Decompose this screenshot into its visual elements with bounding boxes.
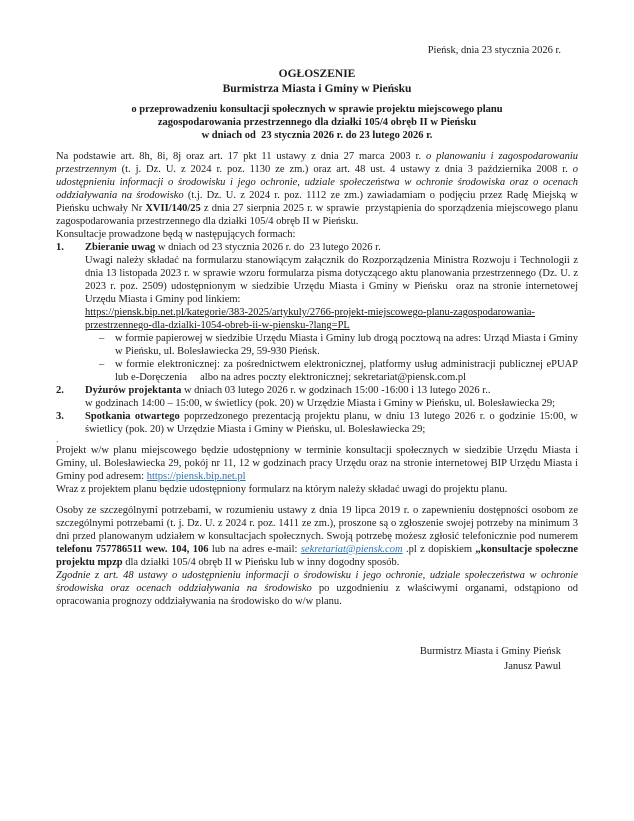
text-run: o udostępnieniu informacji o środowisku i jego ochronie, udziale społeczeństwa w ochronie środowiska oraz o ocenach oddziaływania na środowisko — [56, 164, 581, 201]
text-run: w formie papierowej w siedzibie Urzędu Miasta i Gminy lub drogą pocztową na adres: Urząd Miasta i Gminy w Pieńsku, ul. Bolesławiecka 29, 59-930 Pieńsk. — [115, 333, 581, 357]
item3-text — [85, 410, 581, 436]
text-run: z dnia 27 sierpnia 2025 r. w sprawie przystąpienia do sporządzenia miejscowego planu zagospodarowania przestrzennego dla działki 105/4 obręb II w Pieńsku. — [56, 203, 581, 227]
signature-name: Janusz Pawul — [504, 661, 561, 672]
text-run: o planowaniu i zagospodarowaniu przestrzennym — [56, 151, 581, 175]
subtitle-line-2: zagospodarowania przestrzennego dla działki 105/4 obręb II w Pieńsku — [157, 117, 477, 128]
paragraph-project-availability — [56, 444, 581, 483]
date-line: Pieńsk, dnia 23 stycznia 2026 r. — [427, 45, 561, 56]
text-run: lub na adres e-mail: — [208, 544, 301, 555]
text-run: w godzinach 14:00 – 15:00, w świetlicy (pok. 20) w Urzędzie Miasta i Gminy w Pieńsku, ul. Bolesławiecka 29; — [85, 398, 556, 409]
list-number-3: 3. — [56, 411, 64, 422]
paragraph-legal-basis — [56, 150, 581, 228]
text-run: telefonu 757786511 wew. 104, 106 — [56, 544, 209, 555]
paragraph-accessibility — [56, 504, 581, 569]
text-run: Projekt w/w planu miejscowego będzie udostępniony w terminie konsultacji społecznych w siedzibie Urzędu Miasta i Gminy, ul. Bolesławiecka 29, pokój nr 11, 12 w godzinach pracy Urzędu oraz na stronie internetowej BIP Urzędu Miasta i Gminy pod adresem: — [56, 445, 581, 482]
dash-icon: – — [99, 359, 105, 370]
text-run: Dyżurów projektanta — [85, 385, 182, 396]
list-item-designer-duty-hours — [56, 384, 578, 410]
dash-item-paper-form-text — [115, 332, 581, 358]
text-run: po uzgodnieniu z właściwymi organami, odstąpiono od opracowania prognozy oddziaływania na środowisko do w/w planu. — [56, 583, 581, 607]
list-number-1: 1. — [56, 242, 64, 253]
text-run: poprzedzonego prezentacją projektu planu, w dniu 13 lutego 2026 r. o godzinie 15:00, w świetlicy (pok. 20) w Urzędzie Miasta i Gminy w Pieńsku, ul. Bolesławiecka 29; — [85, 411, 581, 435]
item1-body — [85, 254, 581, 306]
title-announcement: OGŁOSZENIE — [278, 68, 356, 80]
text-run: w dniach 03 lutego 2026 r. w godzinach 15:00 -16:00 i 13 lutego 2026 r.. — [181, 385, 491, 396]
bip-article-link[interactable]: https://piensk.bip.net.pl/kategorie/383-2025/artykuly/2766-projekt-miejscowego-planu-zagospodarowania-przestrzennego-dla-dzialki-1054-obreb-ii-w-piensku-?lang=PL — [85, 307, 535, 331]
text-run: (t.j. Dz. U. z 2024 r. poz. 1112 ze zm.) zawiadamiam o podjęciu przez Radę Miejską w Pieńsku uchwały Nr — [56, 190, 581, 214]
list-item-open-meeting — [56, 410, 581, 436]
list-number-2: 2. — [56, 385, 64, 396]
text-run: dla działki 105/4 obręb II w Pieńsku lub w inny dogodny sposób. — [122, 557, 400, 568]
subtitle-line-1: o przeprowadzeniu konsultacji społecznych w sprawie projektu miejscowego planu — [131, 104, 503, 115]
dash-item-paper-form — [85, 332, 581, 358]
text-run: Osoby ze szczególnymi potrzebami, w rozumieniu ustawy z dnia 19 lipca 2019 r. o zapewnieniu dostępności osobom ze szczególnymi potrzebami (t. j. Dz. U. z 2024 r. poz. 1411 ze zm.), proszone są o zgłoszenie swojej potrzeby na minimum 3 dni przed planowanym udziałem w konsultacjach społecznych. Swoją potrzebę możesz zgłosić telefonicznie pod numerem — [56, 505, 581, 542]
dash-item-electronic-form-text — [115, 358, 581, 384]
item2-text — [85, 384, 578, 410]
text-run: w formie elektronicznej: za pośrednictwem elektronicznej, platformy usług administracji publicznej ePUAP lub e-Doręczenia albo na adres poczty elektronicznej; sekretariat@piensk.com.pl — [115, 359, 581, 383]
text-run: (t. j. Dz. U. z 2024 r. poz. 1130 ze zm.) oraz art. 48 ust. 4 ustawy z dnia 3 października 2008 r. — [116, 164, 573, 175]
email-link[interactable]: sekretariat@piensk.com — [300, 544, 403, 555]
text-run: Na podstawie art. 8h, 8i, 8j oraz art. 17 pkt 11 ustawy z dnia 27 marca 2003 r. — [56, 151, 426, 162]
text-run: w dniach od 23 stycznia 2026 r. do 23 lutego 2026 r. — [155, 242, 381, 253]
signature-block — [56, 644, 578, 674]
subtitle-line-3: w dniach od 23 stycznia 2026 r. do 23 lutego 2026 r. — [201, 130, 433, 141]
text-run: Uwagi należy składać na formularzu stanowiącym załącznik do Rozporządzenia Ministra Rozwoju i Technologii z dnia 13 listopada 2023 r. w sprawie wzoru formularza pisma dotyczącego aktu planowania przestrzennego (Dz. U. z 2023 r. poz. 2509) udostępnionym w siedzibie Urzędu Miasta i Gminy w Pieńsku oraz na stronie internetowej Urzędu Miasta i Gminy pod linkiem: — [85, 255, 581, 305]
text-run: Zgodnie z art. 48 ustawy o udostępnieniu informacji o środowisku i jego ochronie, udziale społeczeństwa w ochronie środowiska oraz ocenach oddziaływania na środowisko — [56, 570, 581, 594]
dash-item-electronic-form — [85, 358, 581, 384]
list-item-collecting-remarks — [56, 241, 581, 384]
paragraph-form-availability: Wraz z projektem planu będzie udostępniony formularz na którym należy składać uwagi do projektu planu. — [56, 484, 508, 495]
paragraph-environmental-note — [56, 569, 581, 608]
text-run: Spotkania otwartego — [85, 411, 180, 422]
signature-title: Burmistrz Miasta i Gminy Pieńsk — [419, 646, 561, 657]
text-run: .pl z dopiskiem — [402, 544, 476, 555]
dash-icon: – — [99, 333, 105, 344]
red-revision-mark: ‚ — [56, 436, 59, 444]
title-issuer: Burmistrza Miasta i Gminy w Pieńsku — [222, 83, 412, 95]
text-run: Zbieranie uwag — [85, 242, 156, 253]
text-run: XVII/140/25 — [145, 203, 201, 214]
item1-heading — [85, 241, 578, 254]
paragraph-forms-intro: Konsultacje prowadzone będą w następujących formach: — [56, 229, 296, 240]
subtitle-block — [56, 103, 578, 142]
bip-home-link[interactable]: https://piensk.bip.net.pl — [146, 471, 246, 482]
text-run: „konsultacje społeczne projektu mpzp — [56, 544, 581, 568]
